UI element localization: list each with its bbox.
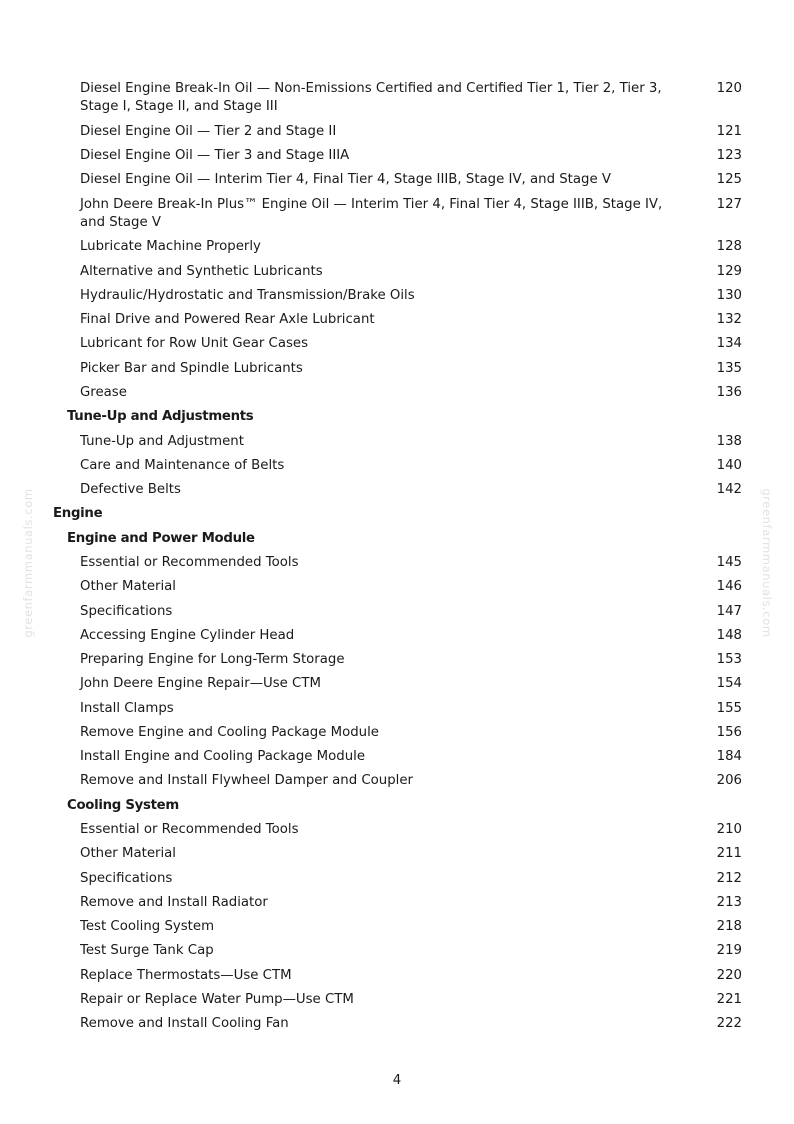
- toc-entry-title: Specifications: [80, 870, 173, 886]
- toc-entry[interactable]: [0, 235, 794, 259]
- toc-entry[interactable]: [0, 77, 794, 120]
- toc-entry-title: Test Cooling System: [80, 919, 215, 935]
- toc-entry-page-number: 135: [716, 360, 742, 376]
- toc-entry-page-number: 206: [716, 773, 742, 789]
- toc-entry[interactable]: [0, 648, 794, 672]
- toc-entry-page-number: 128: [716, 239, 742, 255]
- toc-entry[interactable]: [0, 818, 794, 842]
- toc-entry-page-number: 210: [716, 822, 742, 838]
- toc-entry[interactable]: [0, 381, 794, 405]
- toc-entry-page-number: 222: [716, 1016, 742, 1032]
- toc-entry-title: Repair or Replace Water Pump—Use CTM: [80, 992, 354, 1008]
- toc-entry[interactable]: [0, 745, 794, 769]
- toc-entry-page-number: 212: [716, 870, 742, 886]
- toc-entry-title: Install Engine and Cooling Package Module: [80, 749, 366, 765]
- toc-entry-page-number: 147: [716, 603, 742, 619]
- toc-entry-title: Remove and Install Radiator: [80, 894, 268, 910]
- toc-entry[interactable]: [0, 988, 794, 1012]
- toc-entry[interactable]: [0, 867, 794, 891]
- toc-entry[interactable]: [0, 1012, 794, 1036]
- toc-entry-page-number: 134: [716, 336, 742, 352]
- toc-entry-page-number: 127: [716, 196, 742, 212]
- page-number: 4: [392, 1073, 402, 1088]
- toc-entry-page-number: 213: [716, 894, 742, 910]
- toc-entry[interactable]: [0, 478, 794, 502]
- toc-entry[interactable]: [0, 144, 794, 168]
- toc-entry[interactable]: [0, 430, 794, 454]
- toc-entry-page-number: 148: [716, 627, 742, 643]
- toc-entry-page-number: 155: [716, 700, 742, 716]
- toc-entry[interactable]: [0, 842, 794, 866]
- toc-entry[interactable]: [0, 964, 794, 988]
- toc-entry[interactable]: [0, 940, 794, 964]
- toc-section-heading: [0, 405, 794, 429]
- toc-entry[interactable]: [0, 120, 794, 144]
- toc-entry-page-number: 153: [716, 652, 742, 668]
- toc-chapter-heading: [0, 503, 794, 527]
- toc-entry-title: Preparing Engine for Long-Term Storage: [80, 652, 345, 668]
- toc-entry-page-number: 125: [716, 172, 742, 188]
- toc-entry-title: Engine: [53, 506, 103, 522]
- toc-entry-page-number: 132: [716, 312, 742, 328]
- toc-entry[interactable]: [0, 770, 794, 794]
- toc-entry-title: Lubricant for Row Unit Gear Cases: [80, 336, 309, 352]
- toc-entry[interactable]: [0, 915, 794, 939]
- toc-entry-title: Diesel Engine Break-In Oil — Non-Emissions Certified and Certified Tier 1, Tier 2, Tier 3, Stage I, Stage II, and Stage III: [80, 80, 662, 115]
- toc-entry-title: Care and Maintenance of Belts: [80, 457, 285, 473]
- toc-entry-page-number: 221: [716, 992, 742, 1008]
- toc-entry[interactable]: [0, 308, 794, 332]
- toc-entry-title: Final Drive and Powered Rear Axle Lubricant: [80, 312, 375, 328]
- toc-entry-title: Picker Bar and Spindle Lubricants: [80, 360, 303, 376]
- toc-entry[interactable]: [0, 357, 794, 381]
- toc-entry-title: Cooling System: [67, 797, 179, 813]
- watermark-left: greenfarmmanuals.com: [21, 488, 35, 638]
- toc-entry-title: Essential or Recommended Tools: [80, 822, 299, 838]
- toc-entry-page-number: 129: [716, 263, 742, 279]
- toc-entry-page-number: 130: [716, 287, 742, 303]
- toc-entry[interactable]: [0, 333, 794, 357]
- toc-entry-title: John Deere Engine Repair—Use CTM: [80, 676, 321, 692]
- toc-entry-title: Remove and Install Cooling Fan: [80, 1016, 289, 1032]
- toc-entry[interactable]: [0, 575, 794, 599]
- toc-entry[interactable]: [0, 284, 794, 308]
- toc-entry[interactable]: [0, 672, 794, 696]
- toc-entry-title: Remove Engine and Cooling Package Module: [80, 724, 379, 740]
- watermark-right: greenfarmmanuals.com: [760, 488, 774, 638]
- toc-entry-title: Defective Belts: [80, 482, 181, 498]
- toc-entry-title: Diesel Engine Oil — Tier 3 and Stage IIIA: [80, 147, 350, 163]
- toc-entry-title: Replace Thermostats—Use CTM: [80, 967, 292, 983]
- toc-entry-page-number: 136: [716, 384, 742, 400]
- toc-section-heading: [0, 794, 794, 818]
- toc-entry-page-number: 156: [716, 724, 742, 740]
- toc-entry-title: Alternative and Synthetic Lubricants: [80, 263, 323, 279]
- toc-entry[interactable]: [0, 551, 794, 575]
- toc-entry-title: John Deere Break-In Plus™ Engine Oil — Interim Tier 4, Final Tier 4, Stage IIIB, Stage IV, and Stage V: [80, 196, 663, 231]
- toc-entry-title: Lubricate Machine Properly: [80, 239, 261, 255]
- toc-entry-page-number: 138: [716, 433, 742, 449]
- toc-entry[interactable]: [0, 600, 794, 624]
- toc-entry-title: Engine and Power Module: [67, 530, 255, 546]
- toc-entry-page-number: 220: [716, 967, 742, 983]
- toc-entry-title: Diesel Engine Oil — Tier 2 and Stage II: [80, 123, 337, 139]
- toc-entry-title: Tune-Up and Adjustments: [67, 409, 254, 425]
- toc-entry-title: Hydraulic/Hydrostatic and Transmission/Brake Oils: [80, 287, 415, 303]
- toc-entry-title: Test Surge Tank Cap: [80, 943, 214, 959]
- toc-entry-title: Other Material: [80, 579, 176, 595]
- toc-entry-page-number: 219: [716, 943, 742, 959]
- toc-entry-title: Remove and Install Flywheel Damper and Coupler: [80, 773, 414, 789]
- toc-entry[interactable]: [0, 454, 794, 478]
- toc-entry-title: Accessing Engine Cylinder Head: [80, 627, 295, 643]
- toc-entry-page-number: 184: [716, 749, 742, 765]
- toc-entry[interactable]: [0, 193, 794, 236]
- toc-entry[interactable]: [0, 697, 794, 721]
- toc-entry-title: Other Material: [80, 846, 176, 862]
- toc-entry-page-number: 154: [716, 676, 742, 692]
- toc-entry-page-number: 120: [716, 80, 742, 96]
- toc-entry-title: Essential or Recommended Tools: [80, 554, 299, 570]
- toc-entry-title: Install Clamps: [80, 700, 174, 716]
- toc-entry-title: Diesel Engine Oil — Interim Tier 4, Final Tier 4, Stage IIIB, Stage IV, and Stage V: [80, 172, 611, 188]
- table-of-contents: [0, 77, 794, 1037]
- toc-entry[interactable]: [0, 721, 794, 745]
- toc-entry[interactable]: [0, 891, 794, 915]
- toc-entry-page-number: 142: [716, 482, 742, 498]
- toc-entry-page-number: 146: [716, 579, 742, 595]
- toc-entry[interactable]: [0, 168, 794, 192]
- toc-entry-page-number: 121: [716, 123, 742, 139]
- toc-entry-page-number: 218: [716, 919, 742, 935]
- toc-section-heading: [0, 527, 794, 551]
- toc-entry-page-number: 123: [716, 147, 742, 163]
- toc-entry[interactable]: [0, 624, 794, 648]
- toc-entry-page-number: 145: [716, 554, 742, 570]
- toc-entry-title: Specifications: [80, 603, 173, 619]
- toc-entry-title: Grease: [80, 384, 127, 400]
- toc-entry[interactable]: [0, 260, 794, 284]
- toc-entry-page-number: 140: [716, 457, 742, 473]
- toc-entry-title: Tune-Up and Adjustment: [80, 433, 244, 449]
- toc-entry-page-number: 211: [716, 846, 742, 862]
